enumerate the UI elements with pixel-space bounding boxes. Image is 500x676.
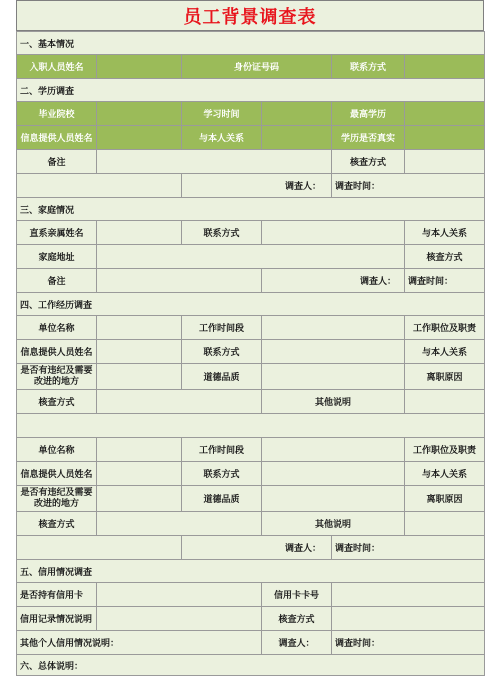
label-work-contact: 联系方式	[182, 462, 262, 486]
label-family-remark: 备注	[17, 269, 97, 293]
label-position: 工作职位及职责	[405, 438, 485, 462]
spacer	[17, 174, 182, 198]
work-contact-field[interactable]	[262, 340, 405, 364]
label-work-provider: 信息提供人员姓名	[17, 340, 97, 364]
label-remark: 备注	[17, 150, 97, 174]
label-company: 单位名称	[17, 438, 97, 462]
blank-row	[17, 414, 485, 438]
other-notes-field[interactable]	[405, 512, 485, 536]
check-method-field[interactable]	[405, 150, 485, 174]
company-field[interactable]	[97, 438, 182, 462]
degree-field[interactable]	[405, 102, 485, 126]
label-company: 单位名称	[17, 316, 97, 340]
violation-field[interactable]	[97, 486, 182, 512]
label-work-check: 核查方式	[17, 390, 97, 414]
label-work-relation: 与本人关系	[405, 462, 485, 486]
label-work-period: 工作时间段	[182, 438, 262, 462]
section-basic-heading: 一、基本情况	[17, 32, 485, 55]
label-other-notes: 其他说明	[262, 512, 405, 536]
label-work-period: 工作时间段	[182, 316, 262, 340]
school-field[interactable]	[97, 102, 182, 126]
family-contact-field[interactable]	[262, 221, 405, 245]
degree-true-field[interactable]	[405, 126, 485, 150]
label-family-contact: 联系方式	[182, 221, 262, 245]
label-family-investigator: 调查人：	[262, 269, 405, 293]
label-work-date: 调查时间：	[332, 536, 485, 560]
label-contact: 联系方式	[332, 55, 405, 79]
label-home-address: 家庭地址	[17, 245, 97, 269]
label-employee-name: 入职人员姓名	[17, 55, 97, 79]
section-credit-heading: 五、信用情况调查	[17, 560, 485, 583]
label-other-credit: 其他个人信用情况说明：	[17, 631, 262, 655]
label-morality: 道德品质	[182, 486, 262, 512]
label-work-investigator: 调查人：	[182, 536, 332, 560]
family-remark-field[interactable]	[97, 269, 262, 293]
label-card-number: 信用卡卡号	[262, 583, 332, 607]
work-provider-field[interactable]	[97, 340, 182, 364]
work-period-field[interactable]	[262, 438, 405, 462]
label-violation: 是否有违纪及需要改进的地方	[17, 364, 97, 390]
form-title: 员工背景调查表	[16, 0, 484, 31]
label-id-number: 身份证号码	[182, 55, 332, 79]
contact-field[interactable]	[405, 55, 485, 79]
violation-field[interactable]	[97, 364, 182, 390]
has-credit-card-field[interactable]	[97, 583, 262, 607]
section-education-heading: 二、学历调查	[17, 79, 485, 102]
label-violation: 是否有违纪及需要改进的地方	[17, 486, 97, 512]
label-family-relation: 与本人关系	[405, 221, 485, 245]
company-field[interactable]	[97, 316, 182, 340]
label-study-time: 学习时间	[182, 102, 262, 126]
label-work-relation: 与本人关系	[405, 340, 485, 364]
work-contact-field[interactable]	[262, 462, 405, 486]
study-time-field[interactable]	[262, 102, 332, 126]
label-check-method: 核查方式	[332, 150, 405, 174]
relation-field[interactable]	[262, 126, 332, 150]
label-degree: 最高学历	[332, 102, 405, 126]
employee-name-field[interactable]	[97, 55, 182, 79]
label-credit-date: 调查时间：	[332, 631, 485, 655]
work-check-field[interactable]	[97, 390, 262, 414]
form-table	[16, 31, 485, 676]
credit-check-field[interactable]	[332, 607, 485, 631]
label-credit-investigator: 调查人：	[262, 631, 332, 655]
label-other-notes: 其他说明	[262, 390, 405, 414]
label-work-check: 核查方式	[17, 512, 97, 536]
label-info-provider: 信息提供人员姓名	[17, 126, 97, 150]
label-relation: 与本人关系	[182, 126, 262, 150]
label-credit-check: 核查方式	[262, 607, 332, 631]
relative-name-field[interactable]	[97, 221, 182, 245]
spacer	[17, 536, 182, 560]
label-work-provider: 信息提供人员姓名	[17, 462, 97, 486]
work-period-field[interactable]	[262, 316, 405, 340]
morality-field[interactable]	[262, 486, 405, 512]
section-summary-heading: 六、总体说明：	[17, 655, 485, 676]
label-leave-reason: 离职原因	[405, 486, 485, 512]
label-school: 毕业院校	[17, 102, 97, 126]
label-morality: 道德品质	[182, 364, 262, 390]
label-leave-reason: 离职原因	[405, 364, 485, 390]
label-work-contact: 联系方式	[182, 340, 262, 364]
morality-field[interactable]	[262, 364, 405, 390]
label-family-check: 核查方式	[405, 245, 485, 269]
label-credit-record: 信用记录情况说明	[17, 607, 97, 631]
work-check-field[interactable]	[97, 512, 262, 536]
other-notes-field[interactable]	[405, 390, 485, 414]
label-degree-true: 学历是否真实	[332, 126, 405, 150]
label-investigator: 调查人：	[182, 174, 332, 198]
credit-record-field[interactable]	[97, 607, 262, 631]
section-work-heading: 四、工作经历调查	[17, 293, 485, 316]
section-family-heading: 三、家庭情况	[17, 198, 485, 221]
label-survey-date: 调查时间：	[332, 174, 485, 198]
work-provider-field[interactable]	[97, 462, 182, 486]
info-provider-field[interactable]	[97, 126, 182, 150]
label-position: 工作职位及职责	[405, 316, 485, 340]
label-has-credit-card: 是否持有信用卡	[17, 583, 97, 607]
label-family-date: 调查时间：	[405, 269, 485, 293]
remark-field[interactable]	[97, 150, 332, 174]
card-number-field[interactable]	[332, 583, 485, 607]
home-address-field[interactable]	[97, 245, 405, 269]
label-relative-name: 直系亲属姓名	[17, 221, 97, 245]
